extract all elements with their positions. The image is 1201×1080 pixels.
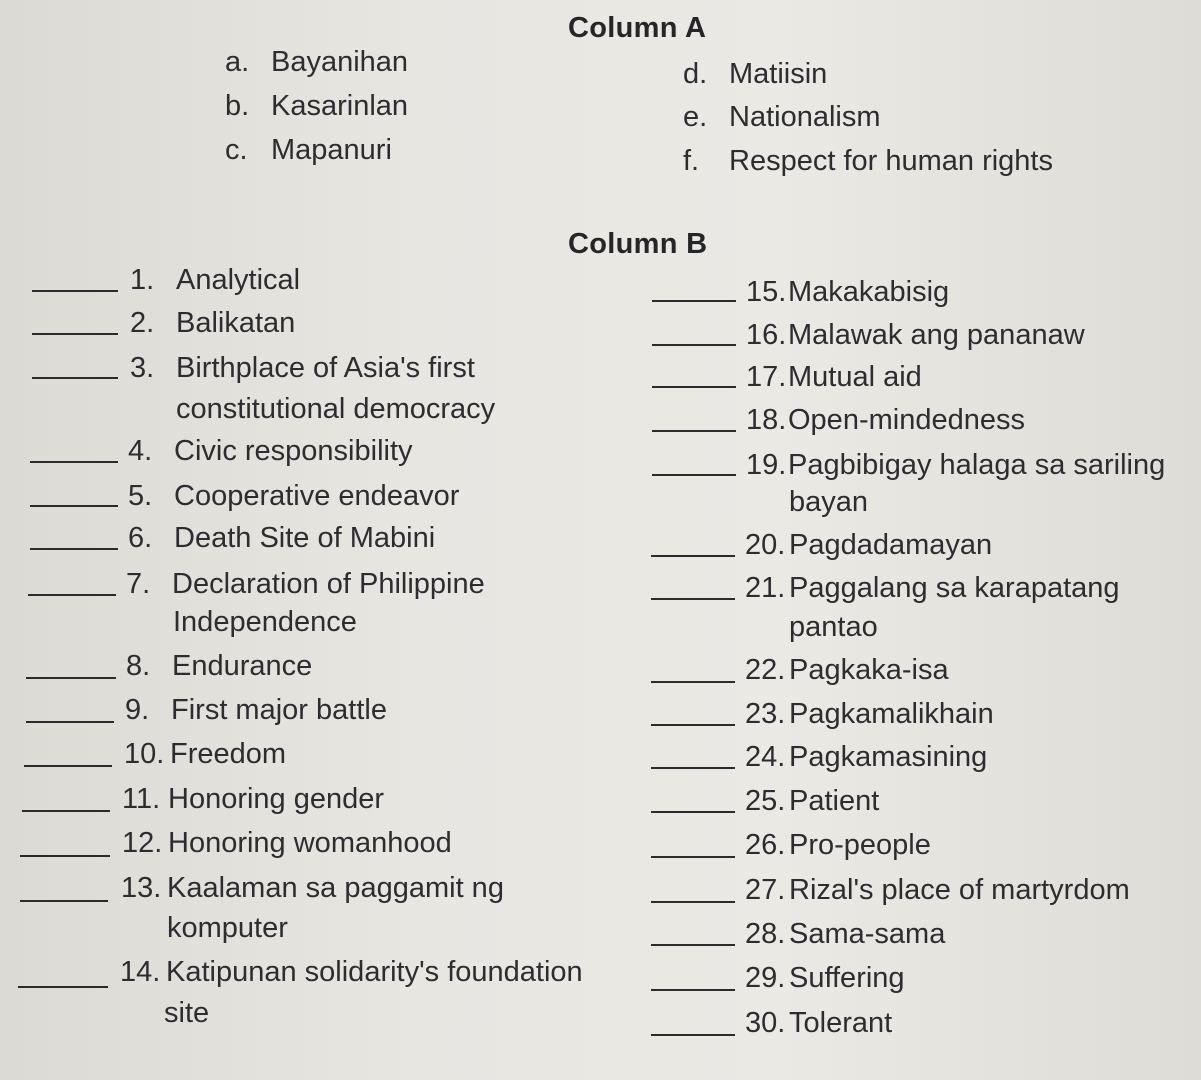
question-item-9 bbox=[125, 690, 387, 730]
item-text: Freedom bbox=[170, 738, 287, 770]
item-text: Paggalang sa karapatang bbox=[789, 572, 1120, 604]
question-item-8 bbox=[126, 646, 312, 686]
item-text: Birthplace of Asia's first bbox=[176, 352, 475, 384]
item-number: 19. bbox=[746, 449, 787, 481]
item-text: Suffering bbox=[789, 962, 905, 994]
answer-blank-19[interactable] bbox=[652, 474, 736, 476]
answer-blank-17[interactable] bbox=[652, 386, 736, 388]
answer-blank-22[interactable] bbox=[651, 681, 735, 683]
question-item-18 bbox=[746, 400, 1025, 440]
item-number: 29. bbox=[745, 962, 786, 994]
item-text: Rizal's place of martyrdom bbox=[789, 874, 1130, 906]
option-letter: b. bbox=[225, 90, 250, 122]
answer-blank-3[interactable] bbox=[32, 377, 118, 379]
question-item-21 bbox=[745, 568, 1120, 608]
question-item-17 bbox=[746, 357, 922, 397]
answer-blank-15[interactable] bbox=[652, 300, 736, 302]
item-number: 3. bbox=[130, 352, 155, 384]
item-text-continuation: pantao bbox=[789, 611, 878, 643]
answer-blank-8[interactable] bbox=[26, 677, 116, 679]
item-number: 9. bbox=[125, 694, 150, 726]
answer-blank-29[interactable] bbox=[651, 989, 735, 991]
item-text: Declaration of Philippine bbox=[172, 568, 485, 600]
option-b bbox=[225, 90, 408, 123]
item-number: 5. bbox=[128, 480, 153, 512]
question-item-16 bbox=[746, 315, 1085, 355]
item-text: Death Site of Mabini bbox=[174, 522, 436, 554]
item-number: 23. bbox=[745, 698, 786, 730]
item-number: 10. bbox=[124, 738, 165, 770]
answer-blank-23[interactable] bbox=[651, 724, 735, 726]
answer-blank-21[interactable] bbox=[651, 598, 735, 600]
answer-blank-20[interactable] bbox=[651, 555, 735, 557]
answer-blank-18[interactable] bbox=[652, 430, 736, 432]
option-text: Kasarinlan bbox=[271, 90, 409, 122]
item-text-continuation: constitutional democracy bbox=[176, 393, 496, 425]
item-number: 7. bbox=[126, 568, 151, 600]
question-item-25 bbox=[745, 781, 879, 821]
option-c bbox=[225, 134, 392, 167]
column-b-heading: Column B bbox=[568, 228, 708, 260]
item-text: Kaalaman sa paggamit ng bbox=[167, 872, 504, 904]
item-number: 4. bbox=[128, 435, 153, 467]
item-number: 26. bbox=[745, 829, 786, 861]
answer-blank-2[interactable] bbox=[32, 333, 118, 335]
answer-blank-6[interactable] bbox=[30, 548, 118, 550]
question-item-11 bbox=[122, 779, 384, 819]
item-text: Pagkamasining bbox=[789, 741, 988, 773]
question-item-26 bbox=[745, 825, 931, 865]
answer-blank-4[interactable] bbox=[30, 461, 118, 463]
question-item-4 bbox=[128, 431, 413, 471]
option-letter: a. bbox=[225, 46, 250, 78]
answer-blank-13[interactable] bbox=[20, 900, 108, 902]
item-text: Cooperative endeavor bbox=[174, 480, 460, 512]
question-item-20 bbox=[745, 525, 992, 565]
question-item-5 bbox=[128, 476, 459, 516]
question-item-12 bbox=[122, 823, 452, 863]
option-text: Matiisin bbox=[729, 58, 828, 90]
option-letter: f. bbox=[683, 145, 700, 177]
question-item-6 bbox=[128, 518, 435, 558]
answer-blank-24[interactable] bbox=[651, 767, 735, 769]
item-number: 25. bbox=[745, 785, 786, 817]
item-text: Pagbibigay halaga sa sariling bbox=[788, 449, 1166, 481]
item-text: Balikatan bbox=[176, 307, 296, 339]
item-text: First major battle bbox=[171, 694, 387, 726]
answer-blank-9[interactable] bbox=[26, 721, 114, 723]
item-text: Tolerant bbox=[789, 1007, 893, 1039]
answer-blank-1[interactable] bbox=[32, 290, 118, 292]
item-text-continuation: site bbox=[164, 997, 210, 1029]
item-text: Open-mindedness bbox=[788, 404, 1025, 436]
question-item-2 bbox=[130, 303, 295, 343]
item-number: 2. bbox=[130, 307, 155, 339]
option-letter: d. bbox=[683, 58, 708, 90]
question-item-14 bbox=[120, 952, 583, 992]
item-text: Mutual aid bbox=[788, 361, 922, 393]
option-d bbox=[683, 58, 827, 91]
item-text: Honoring womanhood bbox=[168, 827, 452, 859]
answer-blank-12[interactable] bbox=[20, 855, 110, 857]
question-item-23 bbox=[745, 694, 994, 734]
item-text: Civic responsibility bbox=[174, 435, 413, 467]
question-item-30 bbox=[745, 1003, 892, 1043]
item-text: Pagdadamayan bbox=[789, 529, 993, 561]
item-number: 21. bbox=[745, 572, 786, 604]
item-text-continuation: Independence bbox=[173, 606, 357, 638]
answer-blank-28[interactable] bbox=[651, 944, 735, 946]
question-item-3 bbox=[130, 348, 475, 388]
option-text: Respect for human rights bbox=[729, 145, 1053, 177]
item-number: 12. bbox=[122, 827, 163, 859]
item-number: 14. bbox=[120, 956, 161, 988]
answer-blank-27[interactable] bbox=[651, 901, 735, 903]
question-item-27 bbox=[745, 870, 1130, 910]
option-a bbox=[225, 46, 408, 79]
option-text: Nationalism bbox=[729, 101, 881, 133]
question-item-29 bbox=[745, 958, 905, 998]
question-item-10 bbox=[124, 734, 286, 774]
item-text: Honoring gender bbox=[168, 783, 385, 815]
answer-blank-14[interactable] bbox=[18, 986, 108, 988]
question-item-24 bbox=[745, 737, 987, 777]
question-item-19 bbox=[746, 445, 1165, 485]
item-number: 18. bbox=[746, 404, 787, 436]
item-text: Pagkamalikhain bbox=[789, 698, 994, 730]
item-number: 22. bbox=[745, 654, 786, 686]
item-text: Makakabisig bbox=[788, 276, 950, 308]
item-number: 17. bbox=[746, 361, 787, 393]
question-item-7 bbox=[126, 564, 485, 604]
item-number: 8. bbox=[126, 650, 151, 682]
question-item-1 bbox=[130, 260, 300, 300]
question-item-15 bbox=[746, 272, 949, 312]
item-number: 16. bbox=[746, 319, 787, 351]
item-number: 11. bbox=[122, 783, 161, 815]
answer-blank-25[interactable] bbox=[651, 811, 735, 813]
answer-blank-11[interactable] bbox=[22, 810, 110, 812]
item-text: Katipunan solidarity's foundation bbox=[166, 956, 583, 988]
item-number: 30. bbox=[745, 1007, 786, 1039]
answer-blank-5[interactable] bbox=[30, 505, 118, 507]
item-text: Pagkaka-isa bbox=[789, 654, 949, 686]
item-number: 20. bbox=[745, 529, 786, 561]
question-item-28 bbox=[745, 914, 945, 954]
item-text: Sama-sama bbox=[789, 918, 946, 950]
item-number: 28. bbox=[745, 918, 786, 950]
option-e bbox=[683, 101, 881, 134]
option-text: Bayanihan bbox=[271, 46, 409, 78]
answer-blank-30[interactable] bbox=[651, 1034, 735, 1036]
item-number: 24. bbox=[745, 741, 786, 773]
answer-blank-26[interactable] bbox=[651, 856, 735, 858]
option-letter: c. bbox=[225, 134, 248, 166]
item-number: 6. bbox=[128, 522, 153, 554]
answer-blank-7[interactable] bbox=[28, 594, 116, 596]
answer-blank-10[interactable] bbox=[24, 765, 112, 767]
item-number: 15. bbox=[746, 276, 787, 308]
answer-blank-16[interactable] bbox=[652, 344, 736, 346]
item-text: Patient bbox=[789, 785, 880, 817]
question-item-22 bbox=[745, 650, 949, 690]
item-text-continuation: bayan bbox=[789, 486, 869, 518]
item-text: Pro-people bbox=[789, 829, 931, 861]
item-number: 27. bbox=[745, 874, 786, 906]
item-number: 1. bbox=[130, 264, 155, 296]
question-item-13 bbox=[121, 868, 504, 908]
option-f bbox=[683, 145, 1053, 178]
item-text: Malawak ang pananaw bbox=[788, 319, 1085, 351]
item-text-continuation: komputer bbox=[167, 912, 288, 944]
item-number: 13. bbox=[121, 872, 162, 904]
column-a-heading: Column A bbox=[568, 12, 707, 44]
option-letter: e. bbox=[683, 101, 708, 133]
option-text: Mapanuri bbox=[271, 134, 392, 166]
item-text: Endurance bbox=[172, 650, 313, 682]
item-text: Analytical bbox=[176, 264, 301, 296]
